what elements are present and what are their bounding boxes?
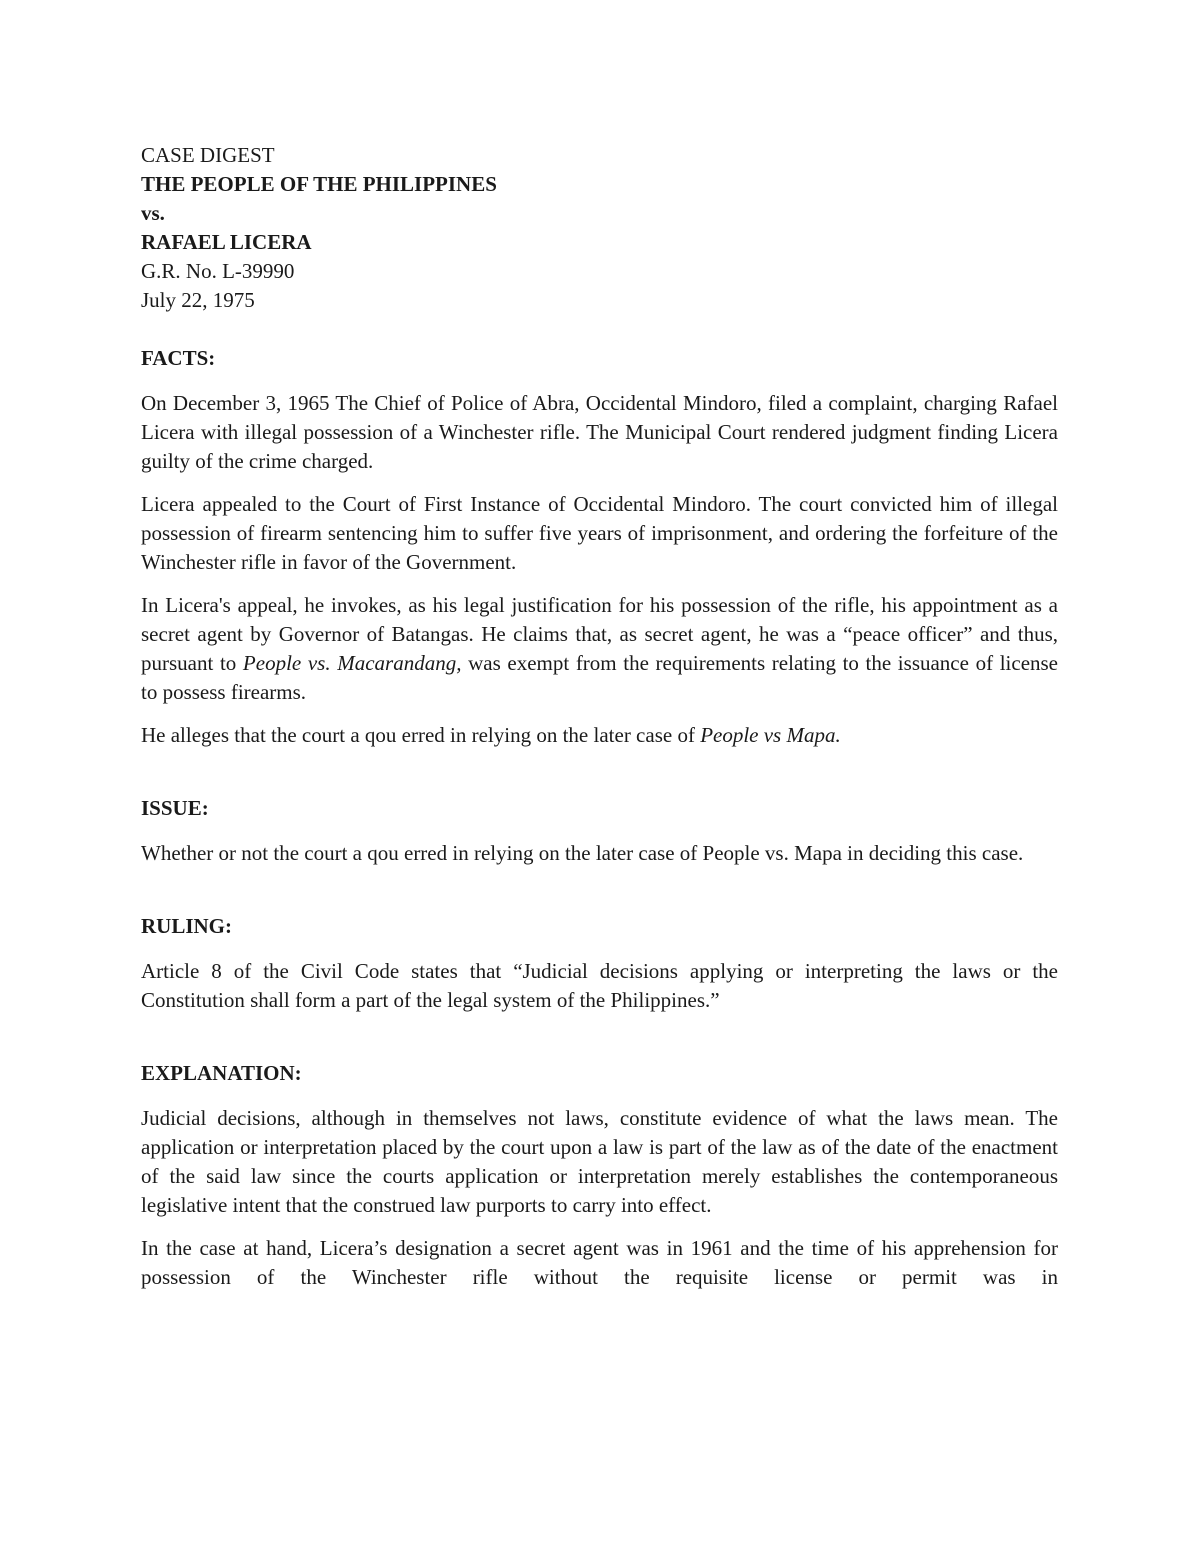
facts-paragraph-3-text-a: In Licera's appeal, he invokes, as his legal justification for his possession of the rifle, his appointment as a secret agent by Governor of Batangas. He claims that, as secret agent, he was a “peace officer” and thus, pursuant to [141, 593, 1058, 675]
ruling-section [141, 912, 1058, 1015]
facts-paragraph-3-text-b: was exempt from the requirements relating to the issuance of license to possess firearms. [141, 651, 1059, 704]
party-accused: RAFAEL LICERA [141, 230, 312, 254]
explanation-paragraph-2: In the case at hand, Licera’s designation a secret agent was in 1961 and the time of his apprehension for possession of the Winchester rifle without the requisite license or permit was in [141, 1236, 1058, 1289]
party-plaintiff: THE PEOPLE OF THE PHILIPPINES [141, 172, 497, 196]
case-header [141, 141, 1058, 315]
issue-paragraph: Whether or not the court a qou erred in relying on the later case of People vs. Mapa in deciding this case. [141, 841, 1024, 865]
ruling-paragraph: Article 8 of the Civil Code states that “Judicial decisions applying or interpreting the laws or the Constitution shall form a part of the legal system of the Philippines.” [141, 959, 1058, 1012]
gr-number: G.R. No. L-39990 [141, 259, 295, 283]
explanation-heading: EXPLANATION: [141, 1061, 302, 1085]
case-citation-macarandang: People vs. Macarandang, [242, 651, 462, 675]
explanation-section [141, 1059, 1058, 1292]
case-citation-mapa: People vs Mapa. [700, 723, 841, 747]
issue-section [141, 794, 1058, 868]
case-digest-label: CASE DIGEST [141, 143, 275, 167]
facts-paragraph-3 [141, 591, 1058, 707]
facts-paragraph-4-text-a: He alleges that the court a qou erred in relying on the later case of [141, 723, 701, 747]
facts-section [141, 344, 1058, 750]
explanation-paragraph-1: Judicial decisions, although in themselves not laws, constitute evidence of what the laws mean. The application or interpretation placed by the court upon a law is part of the law as of the date of the enactment of the said law since the courts application or interpretation merely establishes the contemporaneous legislative intent that the construed law purports to carry into effect. [141, 1106, 1058, 1217]
decision-date: July 22, 1975 [141, 288, 255, 312]
versus-label: vs. [141, 201, 165, 225]
issue-heading: ISSUE: [141, 796, 209, 820]
facts-paragraph-1: On December 3, 1965 The Chief of Police of Abra, Occidental Mindoro, filed a complaint, charging Rafael Licera with illegal possession of a Winchester rifle. The Municipal Court rendered judgment finding Licera guilty of the crime charged. [141, 391, 1058, 473]
facts-paragraph-2: Licera appealed to the Court of First Instance of Occidental Mindoro. The court convicted him of illegal possession of firearm sentencing him to suffer five years of imprisonment, and ordering the forfeiture of the Winchester rifle in favor of the Government. [141, 492, 1058, 574]
ruling-heading: RULING: [141, 914, 233, 938]
facts-paragraph-4 [141, 721, 1058, 750]
facts-heading: FACTS: [141, 346, 216, 370]
document-page [141, 141, 1058, 1292]
